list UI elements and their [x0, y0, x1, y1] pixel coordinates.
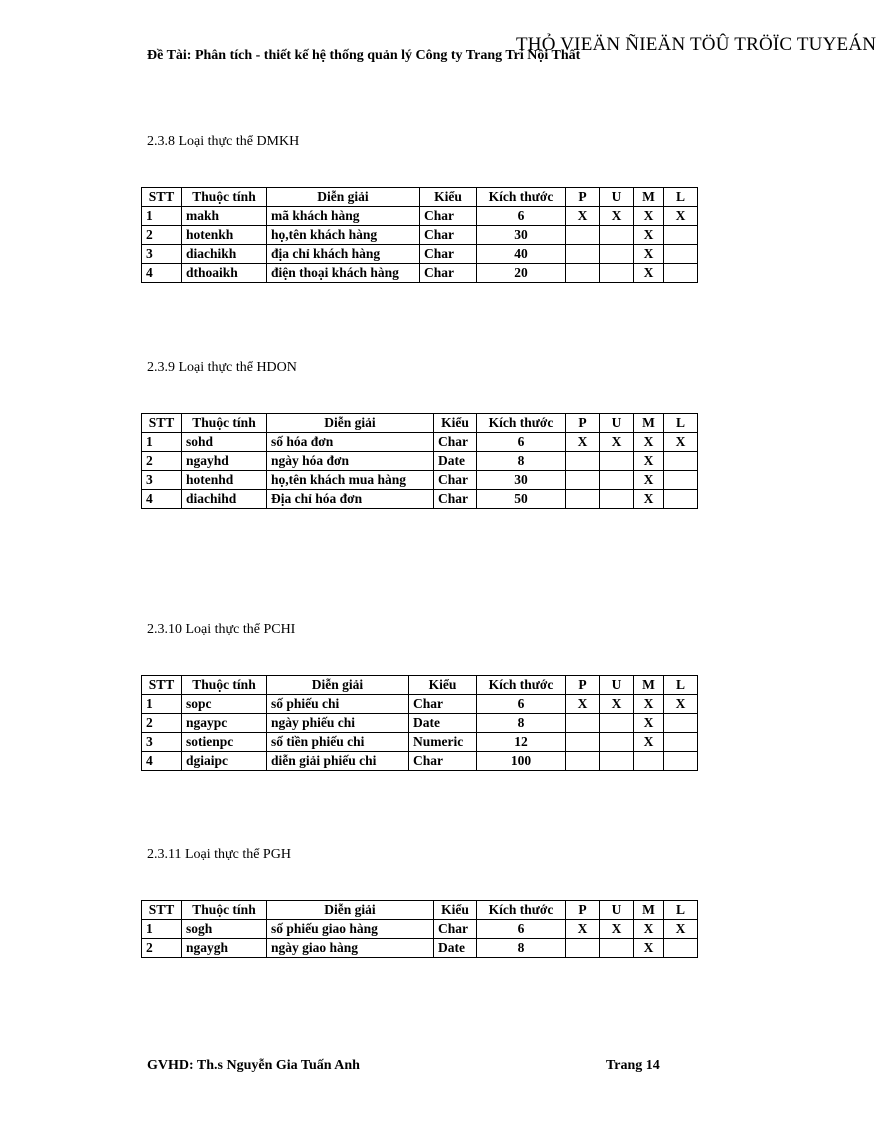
cell-size: 100: [477, 752, 566, 771]
table-row: [142, 207, 698, 226]
entity-table-hdon: [141, 413, 698, 509]
header-l: L: [664, 676, 698, 695]
cell-p: [566, 490, 600, 509]
entity-table-pgh: [141, 900, 698, 958]
table-row: [142, 264, 698, 283]
cell-p: X: [566, 920, 600, 939]
table-header-row: [142, 676, 698, 695]
cell-m: X: [634, 490, 664, 509]
cell-attribute: dthoaikh: [182, 264, 267, 283]
cell-l: [664, 939, 698, 958]
cell-u: [600, 752, 634, 771]
table-row: [142, 490, 698, 509]
cell-l: [664, 264, 698, 283]
watermark-text: THỎ VIEÄN ÑIEÄN TÖÛ TRÖÏC TUYEÁN: [516, 34, 876, 55]
cell-stt: 3: [142, 471, 182, 490]
cell-attribute: sopc: [182, 695, 267, 714]
cell-l: [664, 714, 698, 733]
header-type: Kiểu: [409, 676, 477, 695]
cell-l: [664, 490, 698, 509]
header-u: U: [600, 901, 634, 920]
header-u: U: [600, 676, 634, 695]
cell-description: số tiền phiếu chi: [267, 733, 409, 752]
cell-size: 6: [477, 920, 566, 939]
cell-m: X: [634, 207, 664, 226]
header-p: P: [566, 414, 600, 433]
cell-attribute: hotenkh: [182, 226, 267, 245]
header-m: M: [634, 414, 664, 433]
cell-description: ngày hóa đơn: [267, 452, 434, 471]
cell-u: [600, 490, 634, 509]
header-stt: STT: [142, 676, 182, 695]
cell-stt: 3: [142, 245, 182, 264]
header-l: L: [664, 414, 698, 433]
cell-description: diễn giải phiếu chi: [267, 752, 409, 771]
cell-size: 30: [477, 471, 566, 490]
cell-attribute: hotenhd: [182, 471, 267, 490]
cell-stt: 4: [142, 752, 182, 771]
cell-type: Date: [409, 714, 477, 733]
section-heading-pchi: 2.3.10 Loại thực thể PCHI: [147, 622, 296, 637]
cell-description: họ,tên khách hàng: [267, 226, 420, 245]
table-row: [142, 471, 698, 490]
cell-description: địa chỉ khách hàng: [267, 245, 420, 264]
cell-m: X: [634, 226, 664, 245]
cell-size: 50: [477, 490, 566, 509]
header-description: Diễn giải: [267, 676, 409, 695]
cell-size: 6: [477, 433, 566, 452]
header-attribute: Thuộc tính: [182, 414, 267, 433]
cell-type: Char: [420, 264, 477, 283]
document-title: Đề Tài: Phân tích - thiết kế hệ thống quản lý Công ty Trang Trí Nội Thất: [147, 48, 581, 63]
cell-u: [600, 245, 634, 264]
header-p: P: [566, 901, 600, 920]
cell-description: số hóa đơn: [267, 433, 434, 452]
table-row: [142, 714, 698, 733]
cell-type: Char: [420, 207, 477, 226]
header-m: M: [634, 901, 664, 920]
table-header-row: [142, 188, 698, 207]
cell-m: X: [634, 433, 664, 452]
header-stt: STT: [142, 188, 182, 207]
cell-p: [566, 939, 600, 958]
header-size: Kích thước: [477, 676, 566, 695]
header-p: P: [566, 676, 600, 695]
cell-stt: 3: [142, 733, 182, 752]
cell-stt: 2: [142, 939, 182, 958]
cell-stt: 2: [142, 226, 182, 245]
table-row: [142, 226, 698, 245]
table-row: [142, 733, 698, 752]
cell-type: Char: [420, 245, 477, 264]
section-heading-pgh: 2.3.11 Loại thực thể PGH: [147, 847, 291, 862]
cell-p: [566, 264, 600, 283]
header-stt: STT: [142, 414, 182, 433]
cell-m: X: [634, 471, 664, 490]
cell-size: 20: [477, 264, 566, 283]
header-description: Diễn giải: [267, 188, 420, 207]
cell-description: ngày phiếu chi: [267, 714, 409, 733]
cell-u: X: [600, 207, 634, 226]
cell-m: X: [634, 695, 664, 714]
footer-instructor: GVHD: Th.s Nguyễn Gia Tuấn Anh: [147, 1058, 360, 1073]
cell-size: 6: [477, 207, 566, 226]
cell-l: [664, 226, 698, 245]
cell-attribute: diachikh: [182, 245, 267, 264]
table-row: [142, 433, 698, 452]
table-row: [142, 939, 698, 958]
cell-l: X: [664, 920, 698, 939]
header-l: L: [664, 188, 698, 207]
cell-size: 8: [477, 939, 566, 958]
cell-attribute: dgiaipc: [182, 752, 267, 771]
cell-size: 30: [477, 226, 566, 245]
cell-m: X: [634, 939, 664, 958]
cell-p: X: [566, 433, 600, 452]
cell-size: 40: [477, 245, 566, 264]
cell-stt: 4: [142, 264, 182, 283]
cell-l: X: [664, 695, 698, 714]
header-p: P: [566, 188, 600, 207]
table-row: [142, 452, 698, 471]
table-row: [142, 752, 698, 771]
cell-size: 8: [477, 714, 566, 733]
header-stt: STT: [142, 901, 182, 920]
header-u: U: [600, 414, 634, 433]
cell-m: X: [634, 714, 664, 733]
cell-attribute: ngaygh: [182, 939, 267, 958]
cell-l: [664, 452, 698, 471]
cell-u: [600, 939, 634, 958]
cell-u: [600, 452, 634, 471]
cell-u: [600, 471, 634, 490]
cell-p: X: [566, 207, 600, 226]
cell-stt: 1: [142, 695, 182, 714]
cell-type: Char: [434, 433, 477, 452]
cell-description: số phiếu chi: [267, 695, 409, 714]
cell-u: [600, 714, 634, 733]
header-attribute: Thuộc tính: [182, 901, 267, 920]
cell-type: Char: [409, 752, 477, 771]
header-description: Diễn giải: [267, 901, 434, 920]
cell-size: 12: [477, 733, 566, 752]
cell-l: [664, 752, 698, 771]
cell-attribute: diachihd: [182, 490, 267, 509]
cell-p: [566, 471, 600, 490]
cell-type: Char: [409, 695, 477, 714]
footer-page-number: Trang 14: [606, 1058, 660, 1073]
cell-type: Date: [434, 939, 477, 958]
cell-type: Numeric: [409, 733, 477, 752]
cell-u: X: [600, 695, 634, 714]
header-attribute: Thuộc tính: [182, 188, 267, 207]
cell-p: [566, 714, 600, 733]
cell-m: X: [634, 920, 664, 939]
cell-attribute: makh: [182, 207, 267, 226]
cell-stt: 1: [142, 207, 182, 226]
header-size: Kích thước: [477, 901, 566, 920]
cell-p: [566, 752, 600, 771]
cell-stt: 2: [142, 452, 182, 471]
entity-table-dmkh: [141, 187, 698, 283]
header-l: L: [664, 901, 698, 920]
cell-m: X: [634, 264, 664, 283]
cell-l: [664, 471, 698, 490]
cell-m: X: [634, 733, 664, 752]
table-header-row: [142, 414, 698, 433]
cell-size: 8: [477, 452, 566, 471]
cell-description: Địa chỉ hóa đơn: [267, 490, 434, 509]
cell-u: [600, 226, 634, 245]
table-header-row: [142, 901, 698, 920]
cell-stt: 2: [142, 714, 182, 733]
header-u: U: [600, 188, 634, 207]
cell-description: ngày giao hàng: [267, 939, 434, 958]
cell-u: [600, 733, 634, 752]
cell-attribute: sogh: [182, 920, 267, 939]
header-type: Kiểu: [434, 901, 477, 920]
cell-type: Char: [434, 471, 477, 490]
cell-p: [566, 452, 600, 471]
cell-attribute: sohd: [182, 433, 267, 452]
cell-stt: 4: [142, 490, 182, 509]
cell-m: [634, 752, 664, 771]
header-description: Diễn giải: [267, 414, 434, 433]
cell-p: [566, 226, 600, 245]
section-heading-hdon: 2.3.9 Loại thực thể HDON: [147, 360, 297, 375]
cell-type: Char: [420, 226, 477, 245]
header-size: Kích thước: [477, 414, 566, 433]
cell-u: [600, 264, 634, 283]
cell-stt: 1: [142, 920, 182, 939]
cell-p: [566, 733, 600, 752]
entity-table-pchi: [141, 675, 698, 771]
header-type: Kiểu: [434, 414, 477, 433]
cell-p: X: [566, 695, 600, 714]
cell-description: họ,tên khách mua hàng: [267, 471, 434, 490]
cell-description: mã khách hàng: [267, 207, 420, 226]
header-attribute: Thuộc tính: [182, 676, 267, 695]
table-row: [142, 920, 698, 939]
cell-type: Char: [434, 920, 477, 939]
table-row: [142, 695, 698, 714]
cell-attribute: ngaypc: [182, 714, 267, 733]
cell-description: điện thoại khách hàng: [267, 264, 420, 283]
section-heading-dmkh: 2.3.8 Loại thực thể DMKH: [147, 134, 300, 149]
cell-m: X: [634, 452, 664, 471]
header-m: M: [634, 188, 664, 207]
cell-type: Date: [434, 452, 477, 471]
cell-u: X: [600, 433, 634, 452]
cell-l: X: [664, 433, 698, 452]
header-size: Kích thước: [477, 188, 566, 207]
cell-attribute: sotienpc: [182, 733, 267, 752]
cell-l: X: [664, 207, 698, 226]
cell-stt: 1: [142, 433, 182, 452]
cell-attribute: ngayhd: [182, 452, 267, 471]
cell-p: [566, 245, 600, 264]
table-row: [142, 245, 698, 264]
cell-l: [664, 245, 698, 264]
cell-description: số phiếu giao hàng: [267, 920, 434, 939]
cell-type: Char: [434, 490, 477, 509]
cell-size: 6: [477, 695, 566, 714]
cell-m: X: [634, 245, 664, 264]
cell-u: X: [600, 920, 634, 939]
cell-l: [664, 733, 698, 752]
header-m: M: [634, 676, 664, 695]
header-type: Kiểu: [420, 188, 477, 207]
